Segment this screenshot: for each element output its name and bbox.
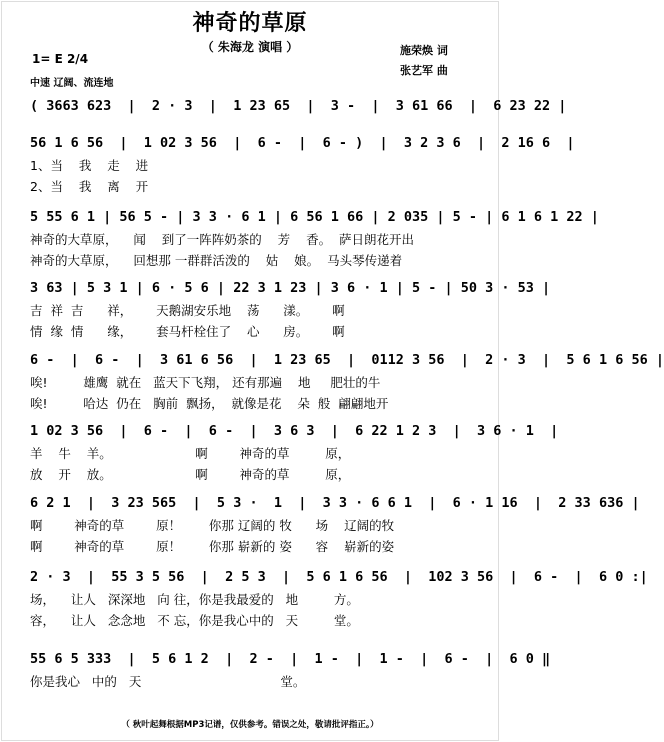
- notation-line: 1 02 3 56 | 6 - | 6 - | 3 6 3 | 6 22 1 2 3 | 3 6 · 1 |: [30, 423, 559, 439]
- music-system: [30, 420, 559, 485]
- lyricist-credit: 施荣焕 词: [400, 44, 448, 57]
- notation-line: 6 - | 6 - | 3 61 6 56 | 1 23 65 | 0112 3 56 | 2 · 3 | 5 6 1 6 56 |: [30, 352, 664, 368]
- music-system: [30, 349, 664, 414]
- lyric-line: 神奇的大草原， 回想那 一群群活泼的 姑 娘。 马头琴传递着: [30, 253, 403, 268]
- music-system: [30, 492, 640, 557]
- notation-line: 2 · 3 | 55 3 5 56 | 2 5 3 | 5 6 1 6 56 | 102 3 56 | 6 - | 6 0 :|: [30, 569, 648, 585]
- lyric-line: 你是我心 中的 天 堂。: [30, 674, 306, 689]
- notation-line: 6 2 1 | 3 23 565 | 5 3 · 1 | 3 3 · 6 6 1 | 6 · 1 16 | 2 33 636 |: [30, 495, 640, 511]
- lyric-line: 容， 让人 念念地 不 忘，你是我心中的 天 堂。: [30, 613, 359, 628]
- lyric-line: 情 缘 情 缘， 套马杆栓住了 心 房。 啊: [30, 324, 345, 339]
- song-title: 神奇的草原: [192, 11, 308, 36]
- notation-line: 56 1 6 56 | 1 02 3 56 | 6 - | 6 - ) | 3 2 3 6 | 2 16 6 |: [30, 135, 575, 151]
- notation-line: 55 6 5 333 | 5 6 1 2 | 2 - | 1 - | 1 - | 6 - | 6 0 ‖: [30, 651, 551, 667]
- lyric-line: 啊 神奇的草 原！ 你那 辽阔的 牧 场 辽阔的牧: [30, 518, 395, 533]
- music-system: [30, 648, 551, 692]
- lyric-line: 唉! 哈达 仍在 胸前 飘扬， 就像是花 朵 般 翩翩地开: [30, 396, 389, 411]
- notation-line: 3 63 | 5 3 1 | 6 · 5 6 | 22 3 1 23 | 3 6 · 1 | 5 - | 50 3 · 53 |: [30, 280, 551, 296]
- lyric-line: 吉 祥 吉 祥， 天鹅湖安乐地 荡 漾。 啊: [30, 303, 345, 318]
- key-signature: 1= E 2/4: [32, 52, 89, 66]
- music-system: [30, 206, 599, 271]
- lyric-line: 1、当 我 走 进: [30, 158, 149, 173]
- lyric-line: 场， 让人 深深地 向 往，你是我最爱的 地 方。: [30, 592, 359, 607]
- footer-note: （ 秋叶起舞根据MP3记谱，仅供参考。错误之处，敬请批评指正。）: [121, 720, 379, 730]
- tempo-marking: 中速 辽阔、流连地: [30, 78, 114, 89]
- composer-credit: 张艺军 曲: [400, 64, 448, 77]
- lyric-line: 唉! 雄鹰 就在 蓝天下飞翔， 还有那遍 地 肥壮的牛: [30, 375, 381, 390]
- music-system: [30, 132, 575, 197]
- lyric-line: 羊 牛 羊。 啊 神奇的草 原，: [30, 446, 351, 461]
- lyric-line: 放 开 放。 啊 神奇的草 原，: [30, 467, 351, 482]
- notation-line: 5 55 6 1 | 56 5 - | 3 3 · 6 1 | 6 56 1 66 | 2 035 | 5 - | 6 1 6 1 22 |: [30, 209, 599, 225]
- music-system: [30, 566, 648, 631]
- lyric-line: 2、当 我 离 开: [30, 179, 149, 194]
- singer-credit: （ 朱海龙 演唱 ）: [201, 40, 299, 54]
- music-system: [30, 277, 551, 342]
- lyric-line: 啊 神奇的草 原！ 你那 崭新的 姿 容 崭新的姿: [30, 539, 395, 554]
- music-system: [30, 95, 567, 118]
- notation-line: ( 3663 623 | 2 · 3 | 1 23 65 | 3 - | 3 61 66 | 6 23 22 |: [30, 98, 567, 114]
- lyric-line: 神奇的大草原， 闻 到了一阵阵奶茶的 芳 香。 萨日朗花开出: [30, 232, 415, 247]
